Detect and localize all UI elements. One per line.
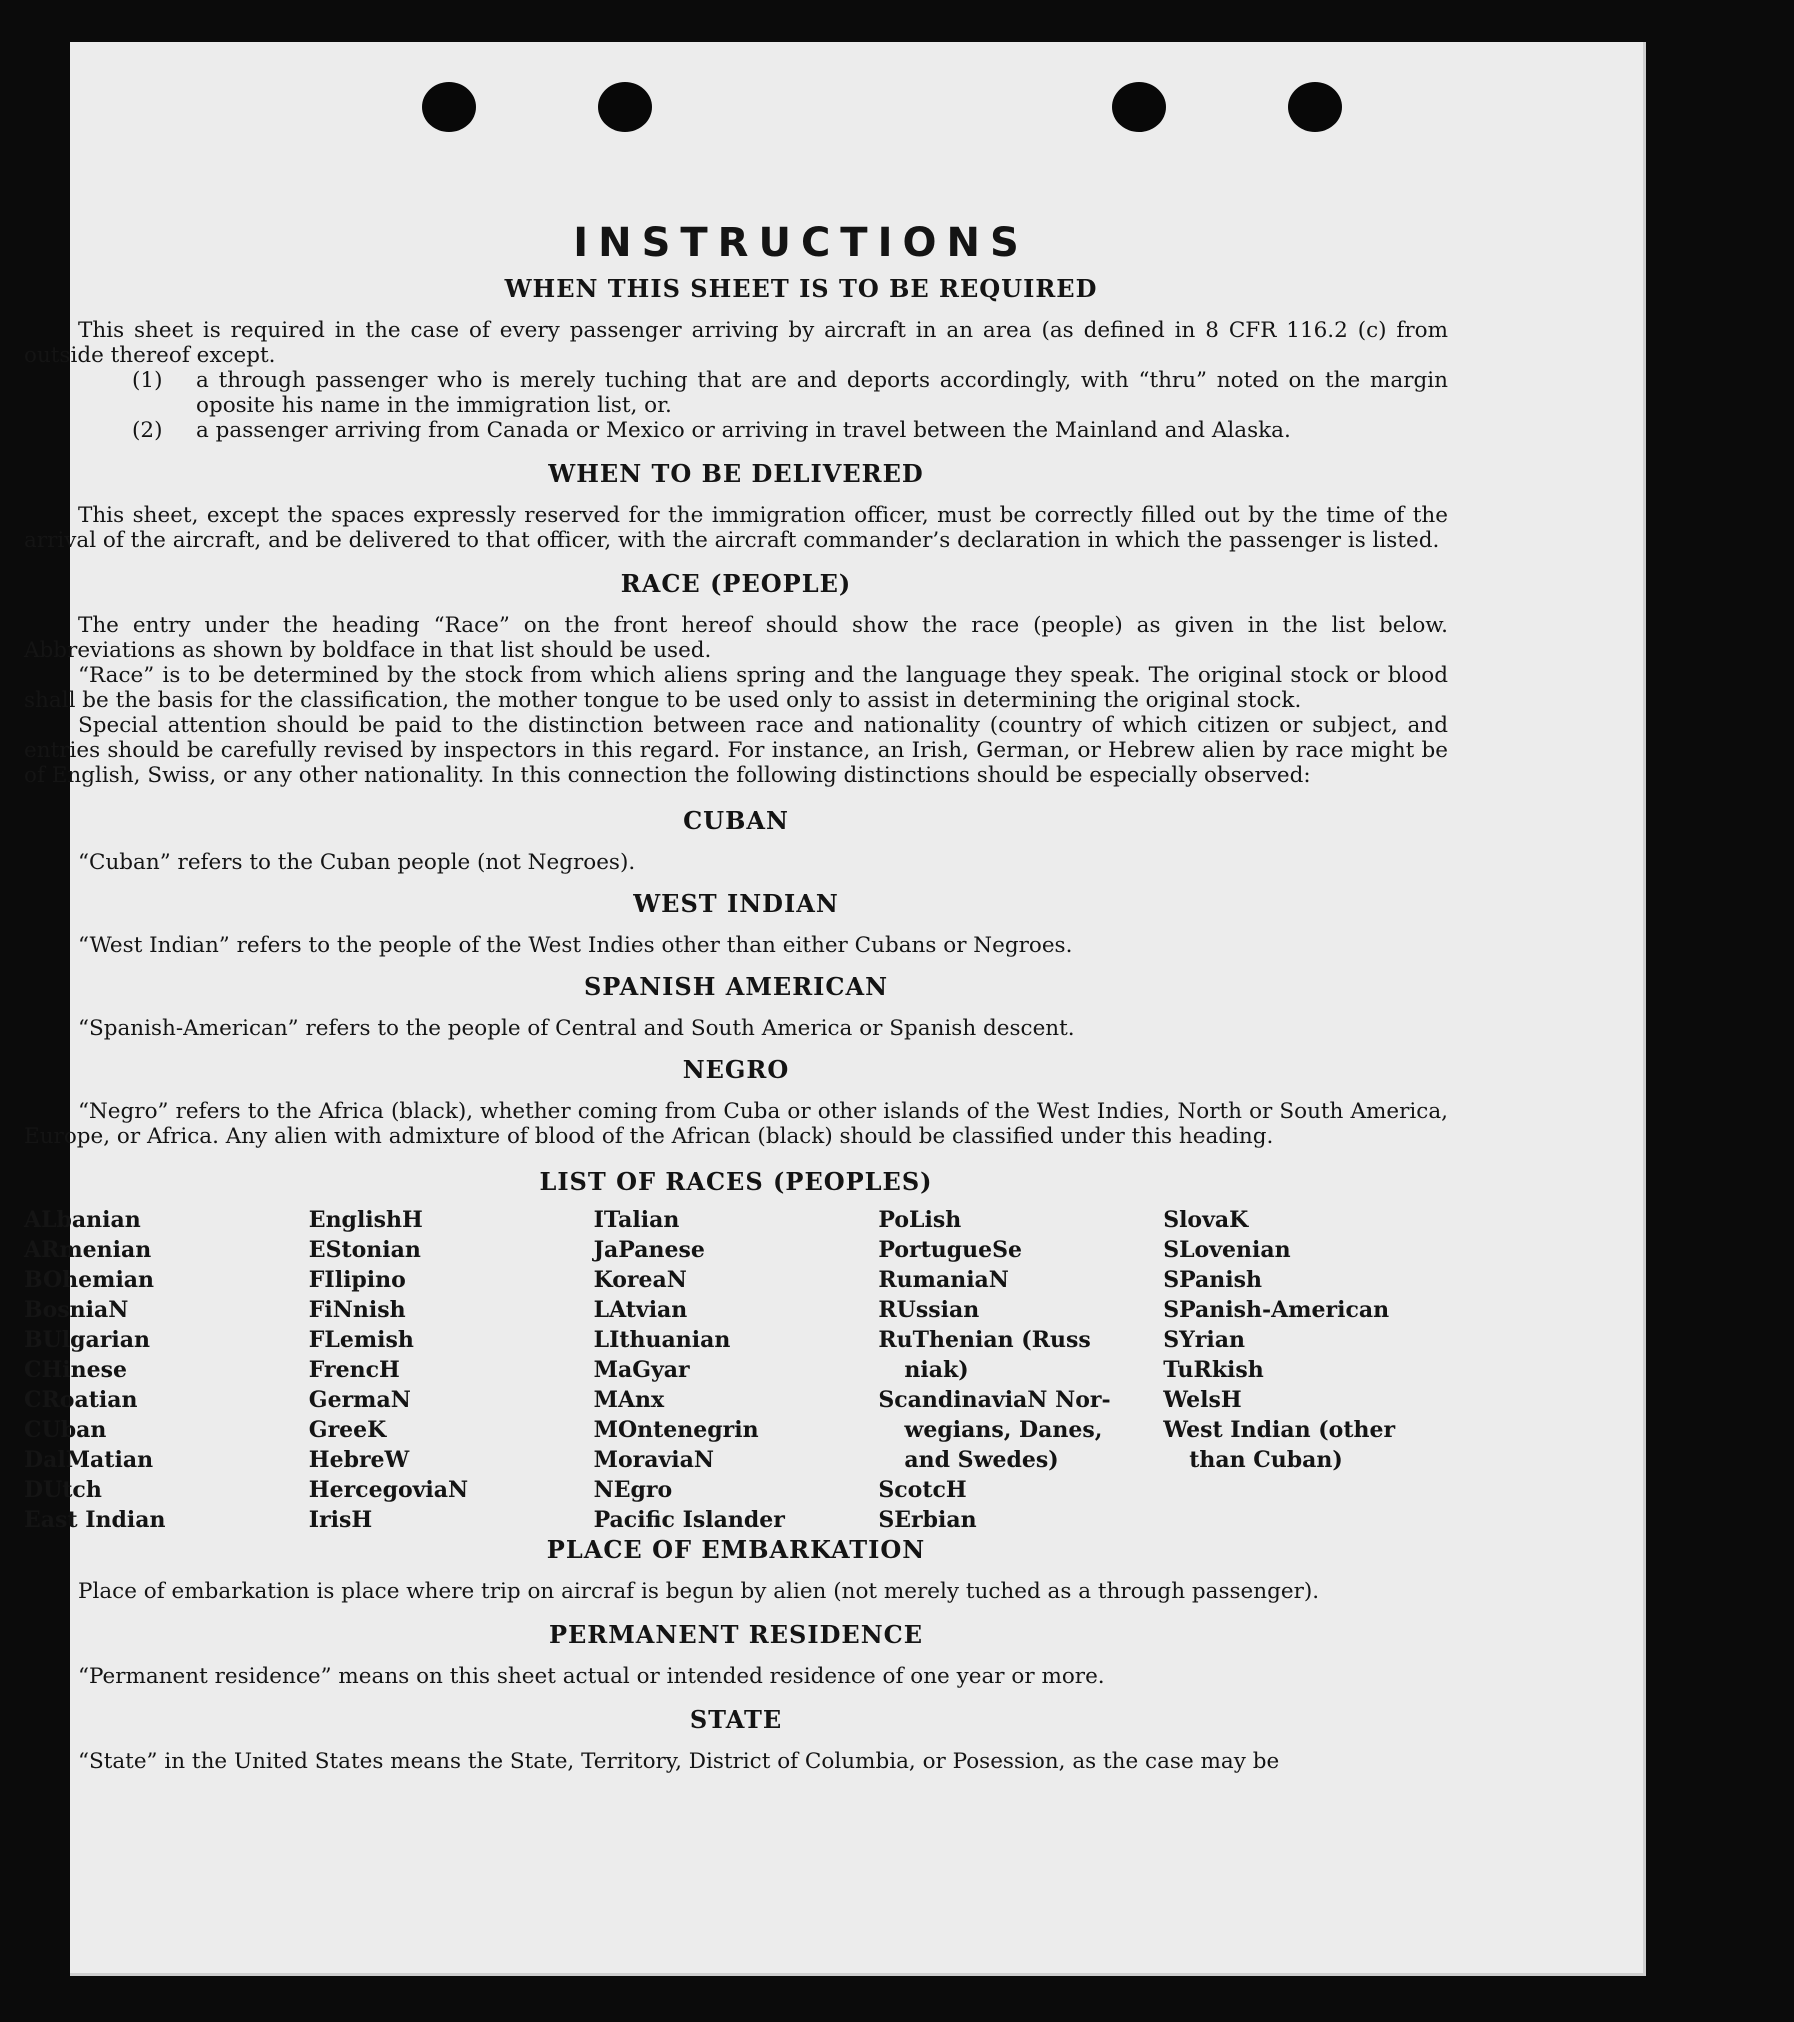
embarkation-text: Place of embarkation is place where trip on aircraf is begun by alien (not merely tuched as a through passenger). [78, 1579, 1320, 1604]
exception-item [24, 368, 1448, 418]
race-item: MaGyar [593, 1357, 690, 1383]
section-heading-negro: NEGRO [682, 1055, 790, 1084]
section-heading-cuban: CUBAN [683, 806, 789, 835]
race-item: ALbanian [24, 1207, 141, 1233]
race-item: WelsH [1163, 1387, 1242, 1413]
section-heading-race-list: LIST OF RACES (PEOPLES) [539, 1167, 933, 1196]
race-paragraph: “Race” is to be determined by the stock from which aliens spring and the language they speak. The original stock or blood shall be the basis for the classification, the mother tongue to be used only to assist in determining the original stock. [24, 663, 1448, 713]
race-item: FLemish [308, 1327, 414, 1353]
race-item: DalMatian [24, 1447, 154, 1473]
race-column [1163, 1205, 1448, 1535]
race-item: East Indian [24, 1507, 166, 1533]
instructions-content [24, 172, 1578, 1774]
section-heading-race: RACE (PEOPLE) [620, 569, 852, 598]
race-item: MOntenegrin [593, 1417, 759, 1443]
race-item: CUban [24, 1417, 107, 1443]
race-item: EStonian [308, 1237, 421, 1263]
section-heading-state: STATE [689, 1705, 783, 1734]
race-item-continued: than Cuban) [1189, 1447, 1343, 1473]
document-page [24, 42, 1646, 1976]
race-item: NEgro [593, 1477, 673, 1503]
section-heading-permanent-residence: PERMANENT RESIDENCE [548, 1620, 924, 1649]
race-column [878, 1205, 1163, 1535]
cuban-text: “Cuban” refers to the Cuban people (not Negroes). [78, 850, 636, 875]
negro-text: “Negro” refers to the Africa (black), whether coming from Cuba or other islands of the West Indies, North or South America, Europe, or Africa. Any alien with admixture of blood of the African (black) should be classified under this heading. [24, 1099, 1448, 1149]
race-item: SlovaK [1163, 1207, 1249, 1233]
race-item: FiNnish [308, 1297, 406, 1323]
punch-hole [422, 82, 476, 132]
race-item: SErbian [878, 1507, 977, 1533]
race-item: PortugueSe [878, 1237, 1023, 1263]
race-item: Pacific Islander [593, 1507, 785, 1533]
race-item: EnglishH [308, 1207, 423, 1233]
section-heading-embarkation: PLACE OF EMBARKATION [546, 1535, 926, 1564]
race-item: FIlipino [308, 1267, 406, 1293]
race-item: ScotcH [878, 1477, 967, 1503]
race-item: ScandinaviaN Nor- [878, 1387, 1111, 1413]
race-item: RUssian [878, 1297, 980, 1323]
punch-hole [598, 82, 652, 132]
race-item: DUtch [24, 1477, 102, 1503]
page-title: INSTRUCTIONS [573, 220, 1029, 266]
section-heading-delivered: WHEN TO BE DELIVERED [548, 459, 924, 488]
race-item: CHinese [24, 1357, 128, 1383]
race-item: IrisH [308, 1507, 373, 1533]
race-item: GermaN [308, 1387, 411, 1413]
state-text: “State” in the United States means the State, Territory, District of Columbia, or Posession, as the case may be [78, 1749, 1280, 1774]
race-item-continued: niak) [904, 1357, 969, 1383]
race-column [24, 1205, 309, 1535]
race-item-continued: wegians, Danes, [904, 1417, 1103, 1443]
race-item: JaPanese [593, 1237, 705, 1263]
punch-hole [1112, 82, 1166, 132]
delivered-text: This sheet, except the spaces expressly reserved for the immigration officer, must be correctly filled out by the time of the arrival of the aircraft, and be delivered to that officer, with the aircraft commander’s declaration in which the passenger is listed. [24, 503, 1448, 553]
race-item: ITalian [593, 1207, 680, 1233]
race-item: SPanish [1163, 1267, 1263, 1293]
race-item: LIthuanian [593, 1327, 731, 1353]
race-item: FrencH [308, 1357, 400, 1383]
punch-hole [1288, 82, 1342, 132]
exception-number: (1) [132, 368, 163, 393]
race-item: BosniaN [24, 1297, 129, 1323]
race-item: RuThenian (Russ [878, 1327, 1091, 1353]
race-item: BOhemian [24, 1267, 155, 1293]
exception-text: a through passenger who is merely tuching that are and deports accordingly, with “thru” noted on the margin oposite his name in the immigration list, or. [196, 368, 1448, 418]
west-indian-text: “West Indian” refers to the people of the West Indies other than either Cubans or Negroes. [78, 933, 1073, 958]
race-item: ARmenian [24, 1237, 152, 1263]
required-intro: This sheet is required in the case of every passenger arriving by aircraft in an area (as defined in 8 CFR 116.2 (c) from outside thereof except. [24, 318, 1448, 368]
race-item: SPanish-American [1163, 1297, 1390, 1323]
race-item: TuRkish [1163, 1357, 1264, 1383]
race-column [594, 1205, 879, 1535]
permanent-residence-text: “Permanent residence” means on this sheet actual or intended residence of one year or more. [78, 1664, 1105, 1689]
race-item: SLovenian [1163, 1237, 1291, 1263]
race-item: BUlgarian [24, 1327, 150, 1353]
race-item: KoreaN [593, 1267, 687, 1293]
race-paragraph: Special attention should be paid to the distinction between race and nationality (country of which citizen or subject, and entries should be carefully revised by inspectors in this regard. For instance, an Irish, German, or Hebrew alien by race might be of English, Swiss, or any other nationality. In this connection the following distinctions should be especially observed: [24, 713, 1448, 788]
race-item: GreeK [308, 1417, 387, 1443]
race-item: MAnx [593, 1387, 665, 1413]
race-item: SYrian [1163, 1327, 1245, 1353]
exception-item [24, 418, 1448, 443]
spanish-american-text: “Spanish-American” refers to the people of Central and South America or Spanish descent. [78, 1016, 1075, 1041]
race-item: CRoatian [24, 1387, 138, 1413]
exception-number: (2) [132, 418, 163, 443]
race-item: PoLish [878, 1207, 962, 1233]
section-heading-spanish-american: SPANISH AMERICAN [583, 972, 889, 1001]
race-item: MoraviaN [593, 1447, 714, 1473]
race-item: RumaniaN [878, 1267, 1009, 1293]
race-item-continued: and Swedes) [904, 1447, 1059, 1473]
section-heading-west-indian: WEST INDIAN [633, 889, 839, 918]
race-item: HercegoviaN [308, 1477, 469, 1503]
race-list [24, 1205, 1448, 1535]
race-item: West Indian (other [1163, 1417, 1396, 1443]
exception-text: a passenger arriving from Canada or Mexico or arriving in travel between the Mainland and Alaska. [196, 418, 1291, 443]
race-column [309, 1205, 594, 1535]
race-paragraph: The entry under the heading “Race” on the front hereof should show the race (people) as given in the list below. Abbreviations as shown by boldface in that list should be used. [24, 613, 1448, 663]
race-item: LAtvian [593, 1297, 688, 1323]
race-item: HebreW [308, 1447, 410, 1473]
section-heading-required: WHEN THIS SHEET IS TO BE REQUIRED [504, 274, 1098, 303]
